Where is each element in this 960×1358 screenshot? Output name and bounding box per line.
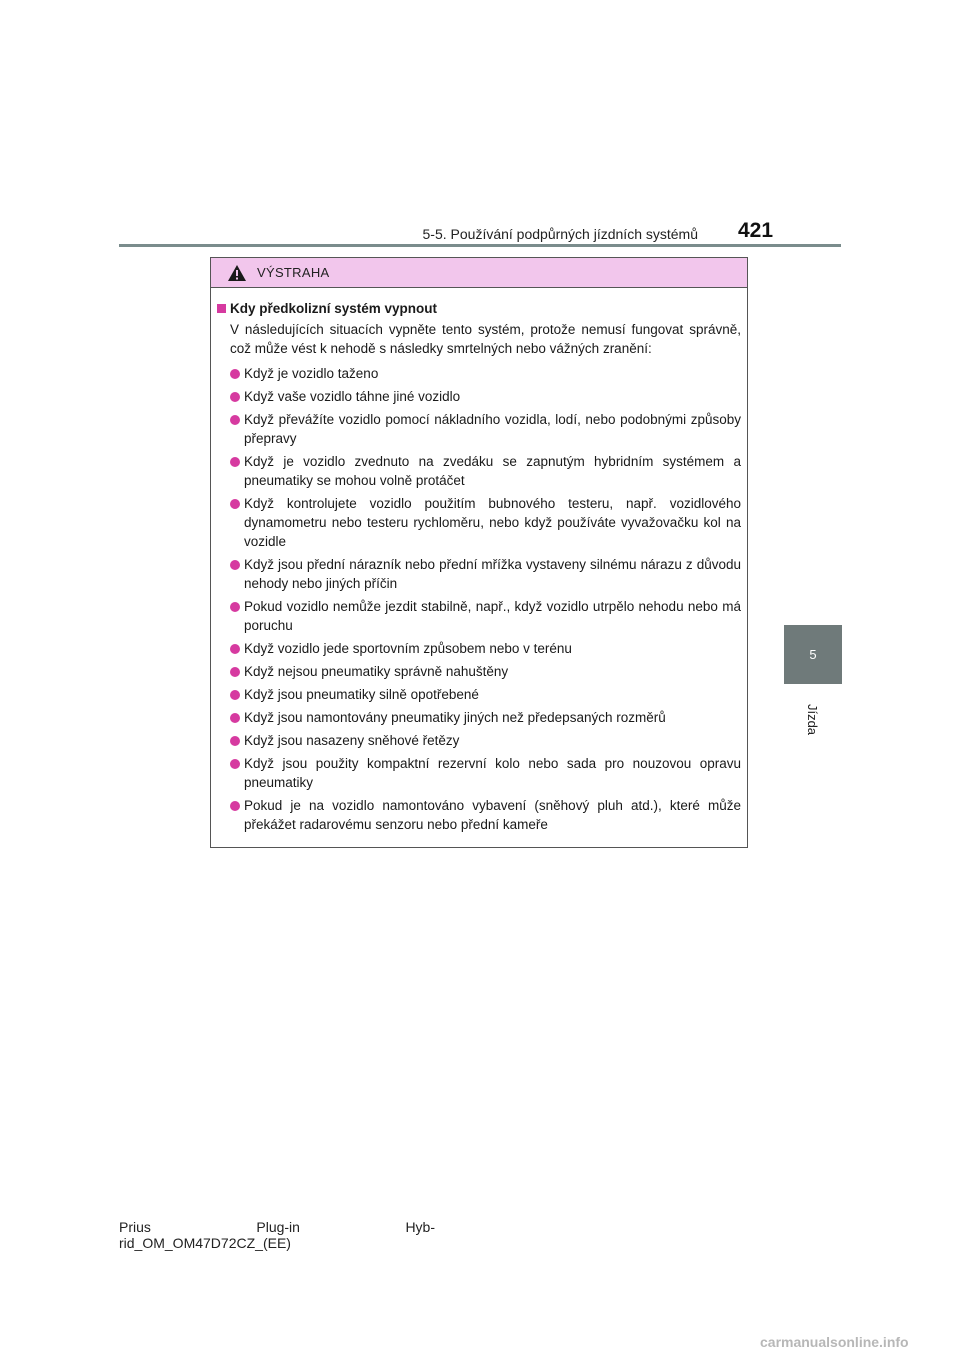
round-bullet-icon xyxy=(230,457,240,467)
square-bullet-icon xyxy=(217,304,226,313)
list-item-text: Když jsou nasazeny sněhové řetězy xyxy=(244,733,460,748)
chapter-label-strip xyxy=(790,690,836,770)
header-section-title: 5-5. Používání podpůrných jízdních systémů xyxy=(422,226,698,242)
footer-part-1: Prius xyxy=(119,1219,151,1235)
watermark: carmanualsonline.info xyxy=(760,1334,909,1350)
page-number: 421 xyxy=(738,219,774,242)
list-item-text: Když jsou použity kompaktní rezervní kolo nebo sada pro nouzovou opravu pneumatiky xyxy=(244,756,741,790)
round-bullet-icon xyxy=(230,644,240,654)
round-bullet-icon xyxy=(230,602,240,612)
list-item xyxy=(217,754,741,792)
list-item-text: Když nejsou pneumatiky správně nahuštěny xyxy=(244,664,509,679)
warning-box xyxy=(210,257,748,848)
list-item xyxy=(217,796,741,834)
list-item-text: Když vozidlo jede sportovním způsobem nebo v terénu xyxy=(244,641,572,656)
chapter-tab xyxy=(784,625,842,684)
list-item xyxy=(217,597,741,635)
list-item-text: Když převážíte vozidlo pomocí nákladního vozidla, lodí, nebo podobnými způsoby přepravy xyxy=(244,412,741,446)
intro-paragraph: V následujících situacích vypněte tento systém, protože nemusí fungovat správně, což může vést k nehodě s následky smrtelných nebo vážných zranění: xyxy=(230,322,741,356)
list-item xyxy=(217,387,741,406)
list-item-text: Když jsou namontovány pneumatiky jiných než předepsaných rozměrů xyxy=(244,710,666,725)
section-heading-text: Kdy předkolizní systém vypnout xyxy=(230,301,438,316)
section-heading xyxy=(217,301,741,316)
list-item-text: Když je vozidlo zvednuto na zvedáku se zapnutým hybridním systémem a pneumatiky se mohou volně protáčet xyxy=(244,454,741,488)
list-item xyxy=(217,708,741,727)
list-item-text: Když vaše vozidlo táhne jiné vozidlo xyxy=(244,389,461,404)
footer-line-2: rid_OM_OM47D72CZ_(EE) xyxy=(119,1235,291,1251)
round-bullet-icon xyxy=(230,759,240,769)
round-bullet-icon xyxy=(230,415,240,425)
chapter-label: Jízda xyxy=(805,703,821,736)
round-bullet-icon xyxy=(230,713,240,723)
condition-list xyxy=(217,364,741,834)
list-item xyxy=(217,639,741,658)
round-bullet-icon xyxy=(230,369,240,379)
list-item xyxy=(217,364,741,383)
footer-part-3: Hyb- xyxy=(405,1219,435,1235)
list-item-text: Pokud je na vozidlo namontováno vybavení (sněhový pluh atd.), které může překážet radarovému senzoru nebo přední kameře xyxy=(244,798,741,832)
round-bullet-icon xyxy=(230,667,240,677)
round-bullet-icon xyxy=(230,801,240,811)
list-item xyxy=(217,685,741,704)
round-bullet-icon xyxy=(230,736,240,746)
list-item-text: Když je vozidlo taženo xyxy=(244,366,379,381)
footer-doc-id xyxy=(119,1219,435,1251)
round-bullet-icon xyxy=(230,392,240,402)
warning-triangle-icon xyxy=(227,264,247,282)
list-item xyxy=(217,494,741,551)
warning-header xyxy=(211,258,747,288)
footer-line-1 xyxy=(119,1219,435,1235)
list-item-text: Když jsou přední nárazník nebo přední mřížka vystaveny silnému nárazu z důvodu nehody nebo jiných příčin xyxy=(244,557,741,591)
list-item xyxy=(217,452,741,490)
list-item xyxy=(217,662,741,681)
round-bullet-icon xyxy=(230,560,240,570)
warning-body xyxy=(211,288,747,834)
header-rule xyxy=(119,244,841,247)
round-bullet-icon xyxy=(230,690,240,700)
list-item xyxy=(217,731,741,750)
list-item xyxy=(217,555,741,593)
round-bullet-icon xyxy=(230,499,240,509)
warning-title: VÝSTRAHA xyxy=(257,265,330,280)
footer-part-2: Plug-in xyxy=(256,1219,300,1235)
list-item-text: Když kontrolujete vozidlo použitím bubnového testeru, např. vozidlového dynamometru nebo testeru rychloměru, nebo když používáte vyvažovačku kol na vozidle xyxy=(244,496,741,549)
list-item-text: Pokud vozidlo nemůže jezdit stabilně, např., když vozidlo utrpělo nehodu nebo má poruchu xyxy=(244,599,741,633)
chapter-number: 5 xyxy=(809,647,817,662)
list-item xyxy=(217,410,741,448)
list-item-text: Když jsou pneumatiky silně opotřebené xyxy=(244,687,479,702)
